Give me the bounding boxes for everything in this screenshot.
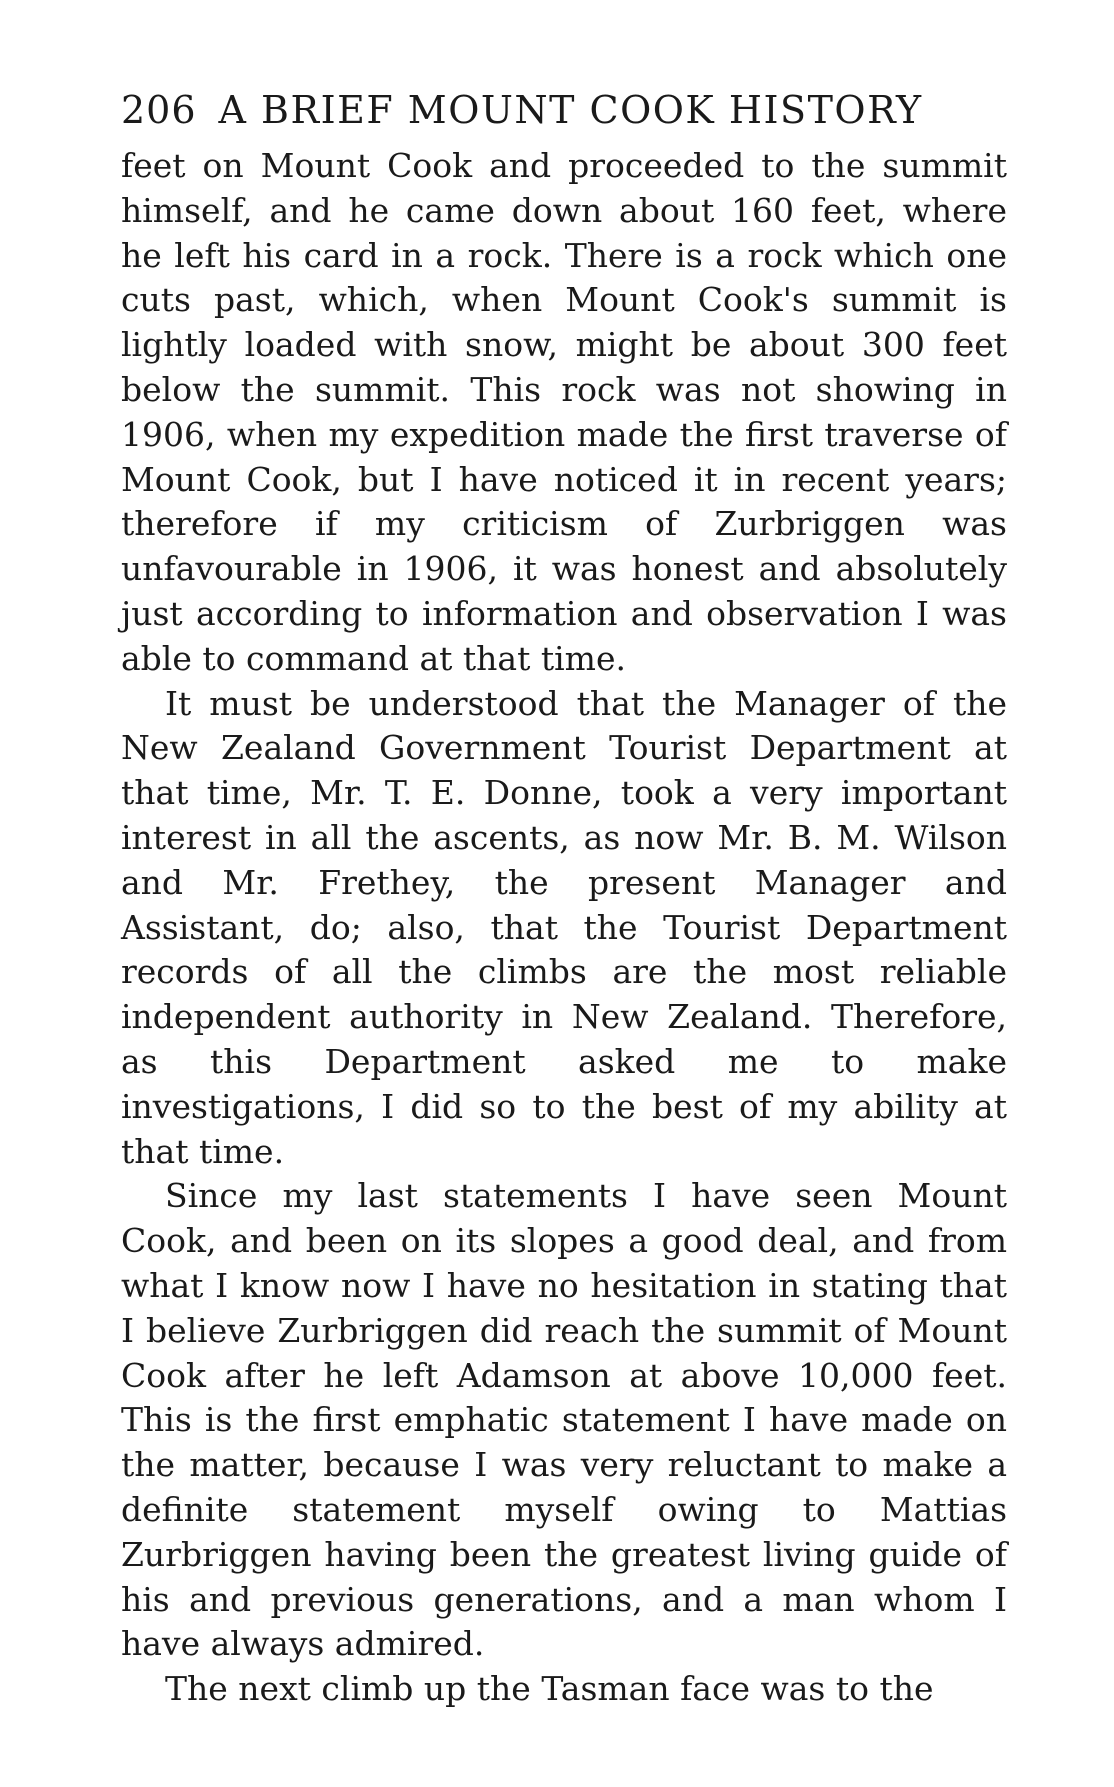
paragraph: Since my last statements I have seen Mount Cook, and been on its slopes a good deal, and from what I know now I have no hesitation in stating that I believe Zurbriggen did reach the summit of Mount Cook after he left Adamson at above 10,000 feet. This is the first emphatic statement I have made on the matter, because I was very reluctant to make a definite statement myself owing to Mattias Zurbriggen having been the greatest living guide of his and previous generations, and a man whom I have always admired. [121,1176,1007,1664]
paragraph: It must be understood that the Manager of the New Zealand Government Tourist Department at that time, Mr. T. E. Donne, took a very important interest in all the ascents, as now Mr. B. M. Wilson and Mr. Frethey, the present Manager and Assistant, do; also, that the Tourist Department records of all the climbs are the most reliable independent authority in New Zealand. Therefore, as this Department asked me to make investigations, I did so to the best of my ability at that time. [121,683,1007,1171]
body-text [121,144,1007,1712]
running-title: A BRIEF MOUNT COOK HISTORY [218,88,923,132]
running-header [121,88,1007,144]
book-page [121,88,1007,1712]
page-number: 206 [121,88,197,132]
paragraph-continued: feet on Mount Cook and proceeded to the summit himself, and he came down about 160 feet, where he left his card in a rock. There is a rock which one cuts past, which, when Mount Cook's summit is lightly loaded with snow, might be about 300 feet below the summit. This rock was not showing in 1906, when my expedition made the first traverse of Mount Cook, but I have noticed it in recent years; therefore if my criticism of Zurbriggen was unfavourable in 1906, it was honest and absolutely just according to information and observation I was able to command at that time. [121,146,1007,678]
paragraph-continues: The next climb up the Tasman face was to the [165,1669,934,1709]
